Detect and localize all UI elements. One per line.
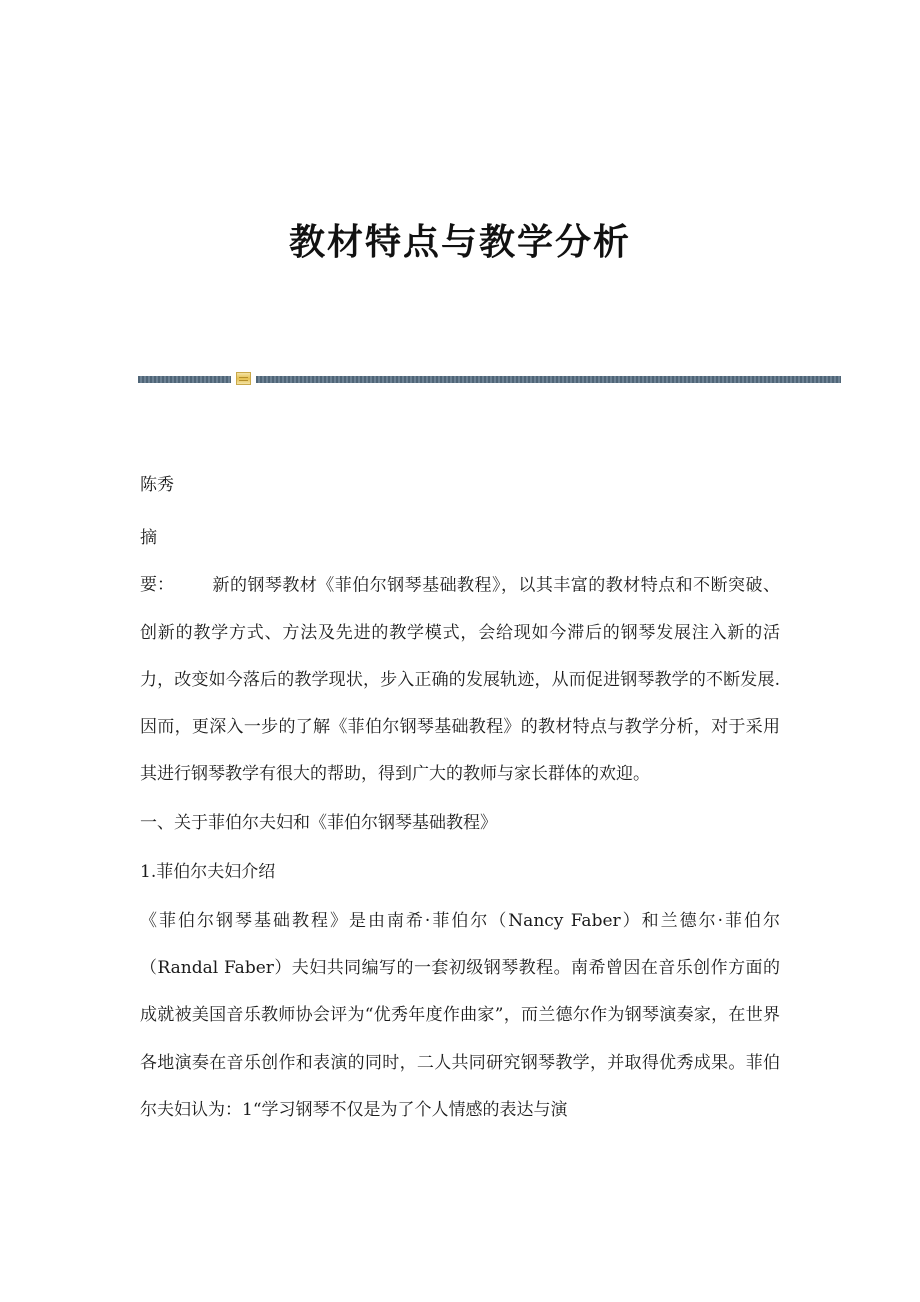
subsection-paragraph: 《菲伯尔钢琴基础教程》是由南希·菲伯尔（Nancy Faber）和兰德尔·菲伯尔（Randal Faber）夫妇共同编写的一套初级钢琴教程。南希曾因在音乐创作方面的成就被美国音乐教师协会评为“优秀年度作曲家”，而兰德尔作为钢琴演奏家，在世界各地演奏在音乐创作和表演的同时，二人共同研究钢琴教学，并取得优秀成果。菲伯尔夫妇认为：1“学习钢琴不仅是为了个人情感的表达与演 — [140, 910, 780, 1120]
abstract-label-part-2: 要： — [140, 575, 174, 596]
abstract-text: 新的钢琴教材《菲伯尔钢琴基础教程》，以其丰富的教材特点和不断突破、创新的教学方式、方法及先进的教学模式，会给现如今滞后的钢琴发展注入新的活力，改变如今落后的教学现状，步入正确的发展轨迹，从而促进钢琴教学的不断发展.因而，更深入一步的了解《菲伯尔钢琴基础教程》的教材特点与教学分析，对于采用其进行钢琴教学有很大的帮助，得到广大的教师与家长群体的欢迎。 — [140, 575, 780, 785]
divider-ornament-icon — [236, 372, 251, 385]
section-heading: 一、关于菲伯尔夫妇和《菲伯尔钢琴基础教程》 — [140, 812, 497, 833]
title-divider — [138, 372, 841, 386]
abstract-label — [140, 515, 212, 610]
divider-bar-left — [138, 376, 231, 383]
subsection-heading: 1.菲伯尔夫妇介绍 — [140, 861, 276, 882]
divider-bar-right — [256, 376, 841, 383]
author-name: 陈秀 — [140, 475, 174, 495]
document-body — [140, 466, 780, 1134]
abstract-paragraph — [140, 515, 780, 799]
abstract-label-part-1: 摘 — [140, 528, 157, 548]
document-title: 教材特点与教学分析 — [288, 222, 631, 263]
